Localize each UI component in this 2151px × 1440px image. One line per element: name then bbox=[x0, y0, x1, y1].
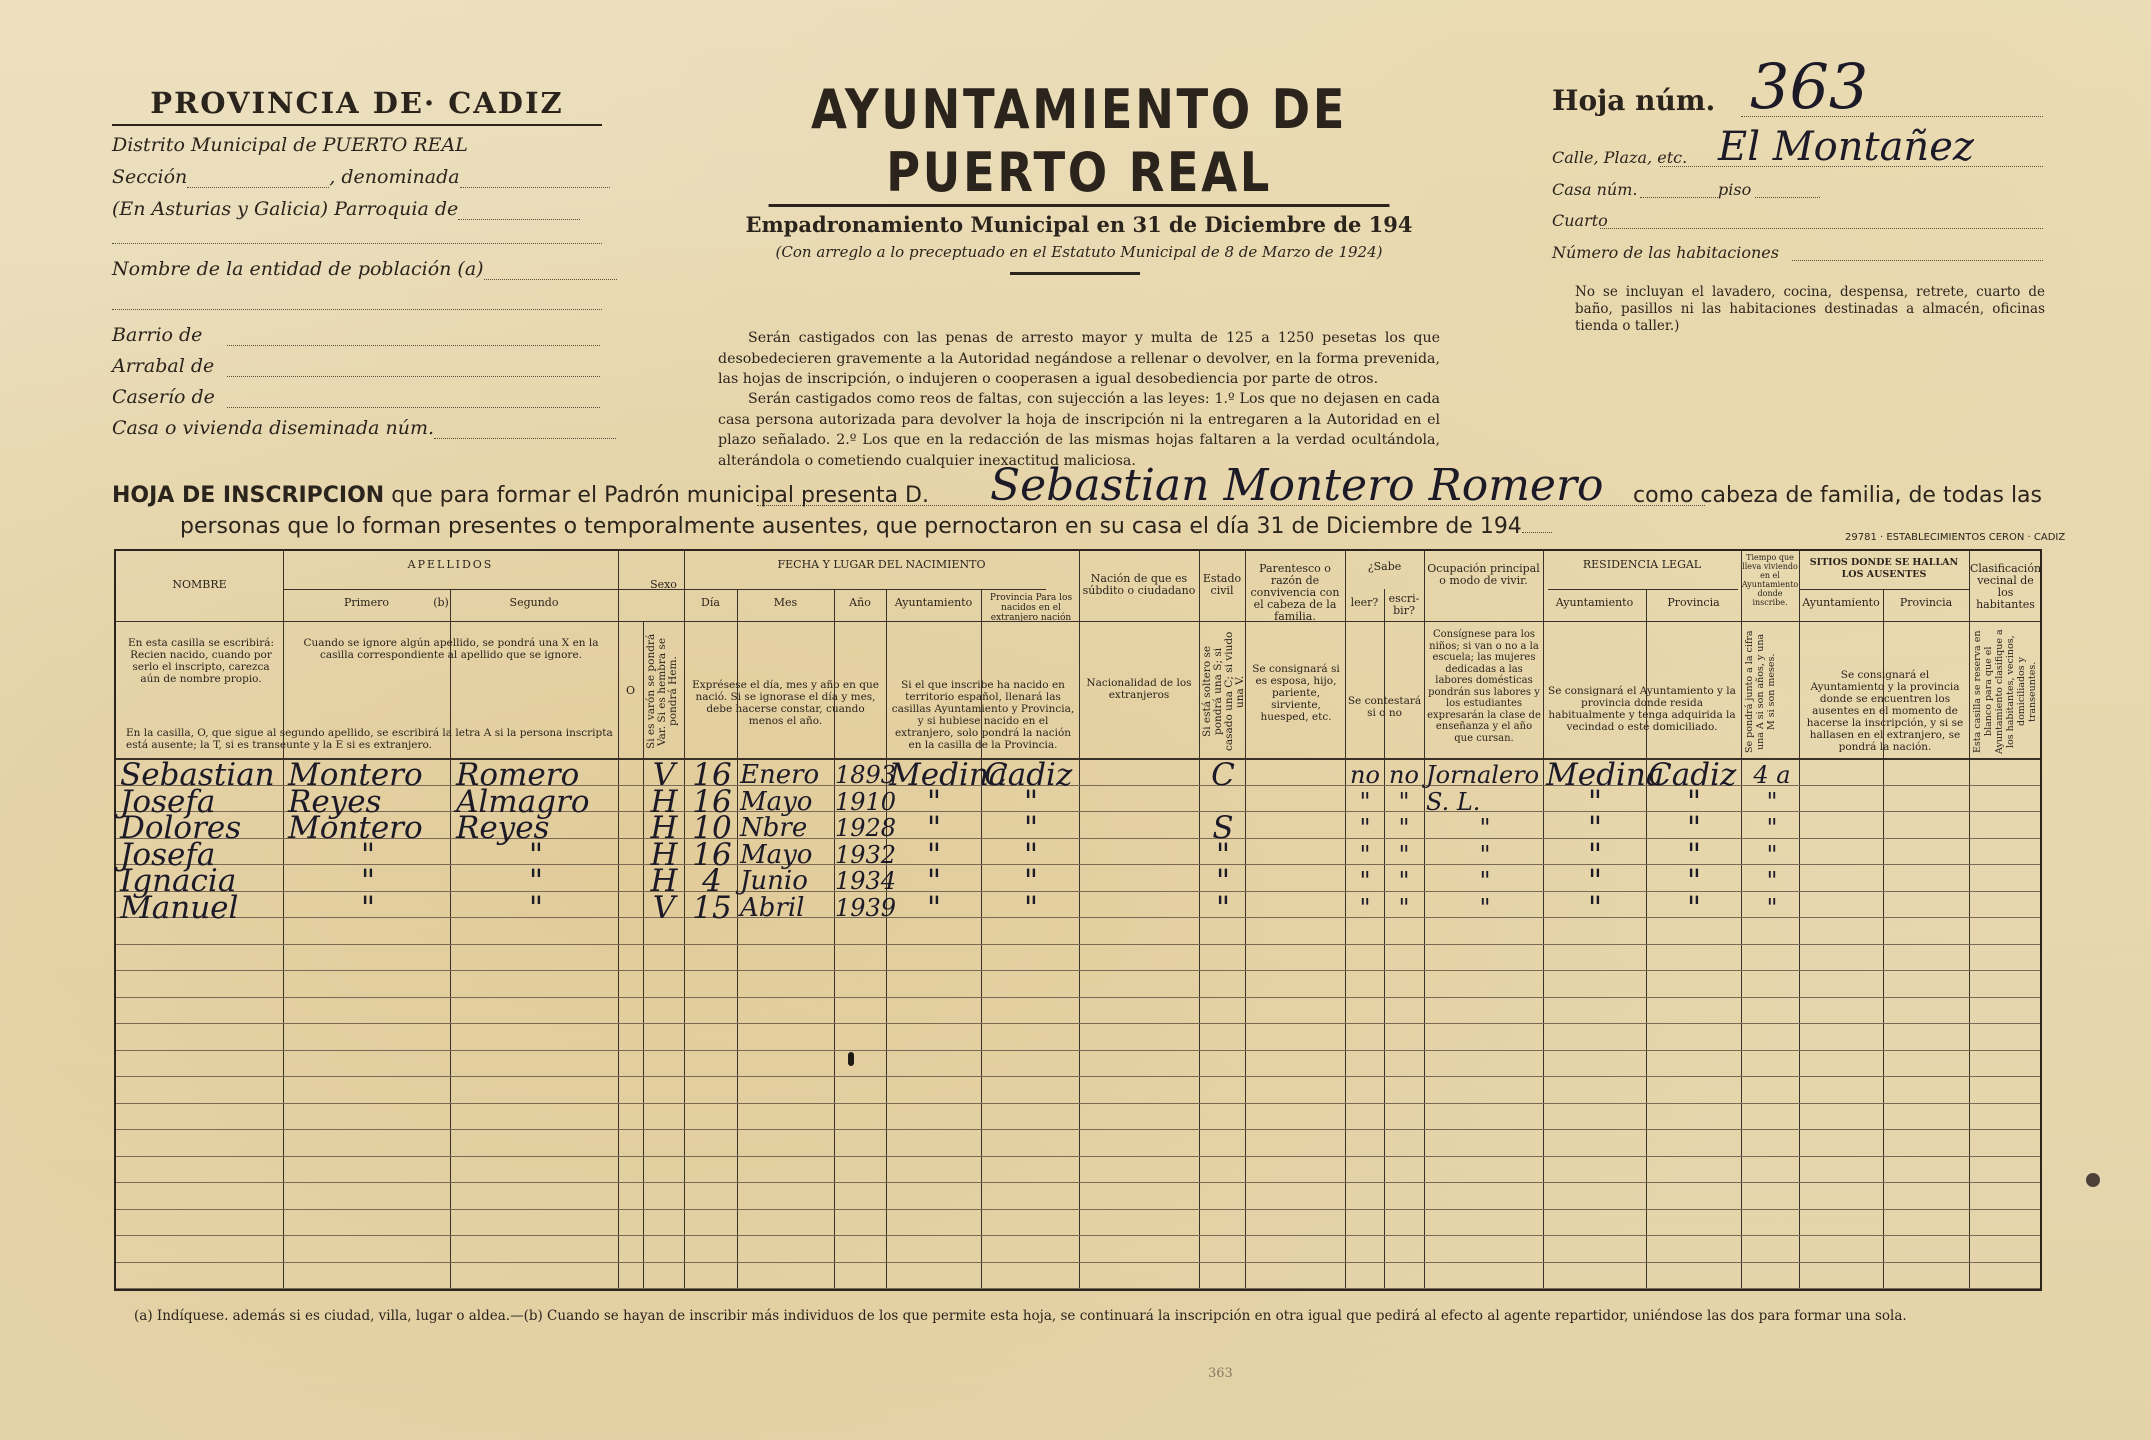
hdr-tiempo: Tiempo que lleva viviendo en el Ayuntamiento donde inscribe. bbox=[1741, 553, 1799, 607]
cell-prov: " bbox=[1023, 810, 1039, 846]
hoja-label: Hoja núm. bbox=[1552, 84, 1716, 117]
barrio-label: Barrio de bbox=[112, 324, 203, 346]
habitaciones-dots bbox=[1792, 260, 2043, 261]
cell-sexo: H bbox=[650, 836, 678, 873]
cell-res-prov: " bbox=[1686, 889, 1702, 926]
cell-mes: Junio bbox=[740, 866, 808, 896]
cell-sexo: H bbox=[650, 783, 678, 820]
inst-tiempo: Se pondrá junto a la cifra una A si son años, y una M si son meses. bbox=[1744, 630, 1777, 753]
cell-anio: 1939 bbox=[835, 893, 897, 922]
cell-sexo: H bbox=[650, 863, 678, 899]
pencil-note: 363 bbox=[1208, 1366, 1233, 1381]
cell-anio: 1893 bbox=[835, 761, 897, 789]
cell-ayto: " bbox=[926, 836, 942, 873]
cell-res-ayto: " bbox=[1587, 889, 1603, 926]
inscription-table bbox=[114, 549, 2042, 1291]
col-line bbox=[1079, 551, 1080, 1289]
penalty-paragraph-2: Serán castigados como reos de faltas, con sujección a las leyes: 1.º Los que no dejasen en cada casa persona autorizada para devolver la hoja de inscripción ni la entregaren a la Autoridad en el plazo señalado. 2.º Los que en la redacción de las mismas hojas faltaren a la verdad ocultándola, alterándola o cometiendo cualquier inexactitud maliciosa. bbox=[718, 391, 1440, 469]
cell-sexo: V bbox=[652, 757, 676, 793]
col-line bbox=[1384, 589, 1385, 1289]
cell-mes: Mayo bbox=[740, 839, 813, 870]
hdr-provincia-ext: Provincia Para los nacidos en el extranjero nación bbox=[989, 593, 1073, 623]
col-line bbox=[618, 551, 619, 1289]
printer-code: 29781 · ESTABLECIMIENTOS CERON · CADIZ bbox=[1845, 532, 2066, 543]
cell-ocupacion: Jornalero bbox=[1426, 761, 1540, 789]
habitaciones-label: Número de las habitaciones bbox=[1552, 243, 1779, 262]
cell-ocupacion: " bbox=[1479, 840, 1491, 869]
row-rule bbox=[116, 1262, 2040, 1263]
col-line bbox=[1424, 551, 1425, 1289]
arrabal-label: Arrabal de bbox=[112, 355, 215, 377]
cell-ayto: " bbox=[926, 810, 942, 846]
cell-ayto: Medina bbox=[889, 757, 1008, 793]
inst-clasificacion: Esta casilla se reserva en blanco para que el Ayuntamiento clasifique a los habitantes, vecinos, domiciliados y transeuntes. bbox=[1972, 629, 2038, 754]
cell-ayto: " bbox=[926, 889, 942, 926]
habitaciones-note: No se incluyan el lavadero, cocina, despensa, retrete, cuarto de baño, pasillos ni las habitaciones destinadas a almacén, oficinas tienda o taller.) bbox=[1575, 284, 2045, 334]
cell-segundo: " bbox=[528, 863, 544, 899]
cell-mes: Abril bbox=[740, 892, 805, 923]
cell-nombre: Josefa bbox=[120, 783, 216, 820]
cell-ocupacion: " bbox=[1479, 814, 1491, 842]
cell-prov: " bbox=[1023, 863, 1039, 899]
cuarto-dots bbox=[1600, 228, 2043, 229]
cell-dia: 16 bbox=[692, 783, 732, 820]
fecha-subrule bbox=[536, 589, 1046, 590]
cell-estado: C bbox=[1211, 757, 1235, 793]
row-rule bbox=[116, 1182, 2040, 1183]
casa-line bbox=[112, 417, 616, 439]
inscripcion-text-1: que para formar el Padrón municipal presenta D. bbox=[391, 483, 929, 508]
cell-primero: Reyes bbox=[288, 783, 382, 820]
cell-primero: " bbox=[360, 836, 376, 873]
row-rule bbox=[116, 1129, 2040, 1130]
col-line bbox=[643, 621, 644, 1289]
cell-prov: Cadiz bbox=[984, 757, 1073, 793]
hdr-primero: Primero bbox=[344, 596, 389, 609]
cell-sexo: H bbox=[650, 810, 678, 846]
col-line bbox=[1799, 551, 1800, 1289]
inscripcion-line-2 bbox=[180, 514, 2040, 539]
inscripcion-lead: HOJA DE INSCRIPCION bbox=[112, 483, 385, 508]
hdr-res-prov: Provincia bbox=[1667, 596, 1720, 609]
cell-leer: " bbox=[1359, 840, 1371, 869]
col-line bbox=[1345, 551, 1346, 1289]
col-line bbox=[684, 551, 685, 1289]
estatuto-note: (Con arreglo a lo preceptuado en el Estatuto Municipal de 8 de Marzo de 1924) bbox=[775, 243, 1383, 261]
col-line bbox=[886, 589, 887, 1289]
cell-sexo: V bbox=[652, 889, 676, 926]
cell-tiempo: " bbox=[1766, 840, 1778, 869]
row-rule bbox=[116, 1050, 2040, 1051]
cell-dia: 4 bbox=[702, 863, 722, 899]
cell-res-ayto: Medina bbox=[1546, 757, 1665, 793]
hoja-num-line bbox=[1552, 84, 1715, 117]
entidad-dots-2 bbox=[112, 308, 602, 310]
cell-segundo: " bbox=[528, 889, 544, 926]
cell-estado: " bbox=[1215, 889, 1231, 926]
entidad-line bbox=[112, 258, 617, 280]
col-line bbox=[1245, 551, 1246, 1289]
cell-res-ayto: " bbox=[1587, 810, 1603, 846]
inst-fecha: Exprésese el día, mes y año en que nació. Si se ignorase el día y mes, debe hacerse constar, cuando menos el año. bbox=[692, 679, 879, 727]
hdr-nombre: NOMBRE bbox=[172, 578, 227, 591]
entidad-label: Nombre de la entidad de población (a) bbox=[112, 258, 484, 280]
inst-ocupacion: Consígnese para los niños; si van o no a la escuela; las mujeres dedicadas a las labores domésticas pondrán sus labores y los estudiantes expresarán la clase de enseñanza y el año que cursan. bbox=[1427, 629, 1541, 744]
row-rule bbox=[116, 970, 2040, 971]
province-title: PROVINCIA DE· CADIZ bbox=[112, 86, 602, 126]
hdr-sitios: SITIOS DONDE SE HALLAN LOS AUSENTES bbox=[1809, 557, 1959, 580]
seccion-line bbox=[112, 166, 610, 188]
inst-lugar: Si el que inscribe ha nacido en territorio español, llenará las casillas Ayuntamiento y Provincia, y si hubiese nacido en el extranjero, solo pondrá la nación en la casilla de la Provincia. bbox=[891, 679, 1075, 751]
cell-anio: 1910 bbox=[835, 787, 897, 816]
distrito-line bbox=[112, 134, 468, 156]
row-rule bbox=[116, 1235, 2040, 1236]
seccion-label: Sección bbox=[112, 166, 188, 188]
hdr-res-ayto: Ayuntamiento bbox=[1555, 596, 1634, 609]
cell-escribir: no bbox=[1389, 761, 1419, 789]
cell-leer: " bbox=[1359, 787, 1371, 816]
row-rule bbox=[116, 997, 2040, 998]
inst-sexo: Si es varón se pondrá Var. Si es hembra se pondrá Hem. bbox=[645, 633, 679, 750]
hdr-mes: Mes bbox=[773, 596, 798, 609]
calle-label: Calle, Plaza, etc. bbox=[1552, 148, 1688, 167]
cell-nombre: Manuel bbox=[120, 889, 239, 926]
cell-tiempo: " bbox=[1766, 814, 1778, 842]
cell-res-ayto: " bbox=[1587, 836, 1603, 873]
col-line bbox=[1969, 551, 1970, 1289]
cell-tiempo: " bbox=[1766, 867, 1778, 895]
denominada-label: , denominada bbox=[329, 166, 460, 188]
cell-res-ayto: " bbox=[1587, 863, 1603, 899]
casa-num-dots bbox=[1640, 197, 1718, 198]
col-line bbox=[283, 551, 284, 1289]
hdr-estado: Estado civil bbox=[1202, 572, 1242, 597]
row-rule bbox=[116, 1076, 2040, 1077]
row-rule bbox=[116, 1288, 2040, 1289]
row-rule bbox=[116, 944, 2040, 945]
cell-res-prov: " bbox=[1686, 836, 1702, 873]
empadronamiento-heading: Empadronamiento Municipal en 31 de Diciembre de 194 bbox=[745, 212, 1413, 237]
inst-estado: Si está soltero se pondrá una S; si casado una C; si viudo una V. bbox=[1201, 631, 1246, 752]
cell-nombre: Dolores bbox=[120, 810, 242, 846]
inst-sabe: Se contestará si o no bbox=[1347, 695, 1422, 719]
inst-nacion: Nacionalidad de los extranjeros bbox=[1086, 677, 1192, 701]
hdr-leer: leer? bbox=[1350, 596, 1379, 609]
cell-prov: " bbox=[1023, 836, 1039, 873]
cell-leer: " bbox=[1359, 867, 1371, 895]
hdr-ayuntamiento: Ayuntamiento bbox=[894, 596, 973, 609]
cell-ocupacion: " bbox=[1479, 893, 1491, 922]
cell-ocupacion: " bbox=[1479, 867, 1491, 895]
casa-num-label: Casa núm. bbox=[1552, 180, 1638, 199]
cell-dia: 10 bbox=[692, 810, 732, 846]
hdr-nacion: Nación de que es súbdito o ciudadano bbox=[1082, 572, 1196, 597]
calle-value: El Montañez bbox=[1718, 124, 1974, 170]
cell-segundo: " bbox=[528, 836, 544, 873]
cell-tiempo: " bbox=[1766, 893, 1778, 922]
inst-nombre: En esta casilla se escribirá: Recien nacido, cuando por serlo el inscripto, carezca aún de nombre propio. bbox=[127, 637, 275, 685]
residencia-subrule bbox=[1548, 589, 1738, 590]
inst-o: En la casilla, O, que sigue al segundo apellido, se escribirá la letra A si la persona inscripta está ausente; la T, si es transeunte y la E si es extranjero. bbox=[126, 727, 613, 751]
hdr-sit-prov: Provincia bbox=[1899, 596, 1953, 609]
footnote: (a) Indíquese. además si es ciudad, villa, lugar o aldea.—(b) Cuando se hayan de inscribir más individuos de los que permite esta hoja, se continuará la inscripción en otra igual que pedirá al efecto al agente repartidor, uniéndose las dos para formar una sola. bbox=[134, 1308, 1907, 1324]
cell-estado: " bbox=[1215, 836, 1231, 873]
hdr-fecha-lugar: FECHA Y LUGAR DEL NACIMIENTO bbox=[777, 558, 986, 571]
hoja-number: 363 bbox=[1750, 50, 1869, 123]
cell-leer: " bbox=[1359, 814, 1371, 842]
cell-res-prov: " bbox=[1686, 810, 1702, 846]
hdr-ocupacion: Ocupación principal o modo de vivir. bbox=[1427, 562, 1540, 587]
cell-estado: " bbox=[1215, 863, 1231, 899]
hdr-parentesco: Parentesco o razón de convivencia con el cabeza de la familia. bbox=[1250, 562, 1340, 623]
inscripcion-text-3: personas que lo forman presentes o temporalmente ausentes, que pernoctaron en su casa el día 31 de Diciembre de 194 bbox=[180, 514, 1522, 539]
cell-res-prov: " bbox=[1686, 783, 1702, 820]
cuarto-label: Cuarto bbox=[1552, 211, 1608, 230]
cell-primero: " bbox=[360, 863, 376, 899]
inst-apellido: Cuando se ignore algún apellido, se pondrá una X en la casilla correspondiente al apellido que se ignore. bbox=[303, 637, 599, 661]
cell-nombre: Sebastian bbox=[120, 757, 275, 793]
cell-anio: 1934 bbox=[835, 867, 897, 895]
cell-tiempo: " bbox=[1766, 787, 1778, 816]
cell-ayto: " bbox=[926, 783, 942, 820]
row-rule bbox=[116, 1023, 2040, 1024]
cell-dia: 15 bbox=[692, 889, 732, 926]
cell-ayto: " bbox=[926, 863, 942, 899]
cell-segundo: Almagro bbox=[456, 783, 590, 820]
cell-segundo: Reyes bbox=[456, 810, 550, 846]
col-line bbox=[1741, 551, 1742, 1289]
cell-mes: Nbre bbox=[740, 813, 808, 843]
cell-res-ayto: " bbox=[1587, 783, 1603, 820]
cell-segundo: Romero bbox=[456, 757, 580, 793]
hdr-b: (b) bbox=[433, 596, 449, 609]
col-line bbox=[450, 589, 451, 1289]
hdr-apellidos: APELLIDOS bbox=[407, 558, 494, 571]
cell-nombre: Josefa bbox=[120, 836, 216, 873]
row-rule bbox=[116, 1156, 2040, 1157]
ornament-rule bbox=[1010, 272, 1140, 275]
cell-escribir: " bbox=[1398, 840, 1410, 869]
cell-mes: Enero bbox=[740, 760, 820, 790]
inst-parentesco: Se consignará si es esposa, hijo, pariente, sirviente, huesped, etc. bbox=[1252, 663, 1340, 723]
cell-escribir: " bbox=[1398, 814, 1410, 842]
cell-primero: Montero bbox=[288, 810, 423, 846]
cell-res-prov: " bbox=[1686, 863, 1702, 899]
cell-leer: no bbox=[1350, 761, 1380, 789]
hdr-anio: Año bbox=[849, 596, 871, 609]
cell-escribir: " bbox=[1398, 787, 1410, 816]
cell-res-prov: Cadiz bbox=[1648, 757, 1737, 793]
cell-primero: Montero bbox=[288, 757, 423, 793]
inst-sitios: Se consignará el Ayuntamiento y la provincia donde se encuentren los ausentes en el momento de hacerse la inscripción, y si se hallasen en el extranjero, se pondrá la nación. bbox=[1806, 669, 1964, 753]
piso-label: piso bbox=[1718, 180, 1752, 199]
parroquia-line bbox=[112, 198, 580, 220]
parroquia-label: (En Asturias y Galicia) Parroquia de bbox=[112, 198, 459, 220]
row-rule bbox=[116, 1103, 2040, 1104]
cell-dia: 16 bbox=[692, 757, 732, 793]
punch-hole bbox=[2086, 1173, 2100, 1187]
cabeza-familia-name: Sebastian Montero Romero bbox=[990, 460, 1604, 511]
caserio-line bbox=[112, 386, 600, 408]
inscripcion-text-2: como cabeza de familia, de todas las bbox=[1632, 483, 2042, 508]
cell-escribir: " bbox=[1398, 893, 1410, 922]
caserio-label: Caserío de bbox=[112, 386, 215, 408]
hdr-sabe: ¿Sabe bbox=[1367, 560, 1402, 573]
hdr-dia: Día bbox=[701, 596, 720, 609]
distrito-label: Distrito Municipal de PUERTO REAL bbox=[112, 134, 468, 156]
cell-dia: 16 bbox=[692, 836, 732, 873]
barrio-line bbox=[112, 324, 600, 346]
cell-anio: 1928 bbox=[835, 814, 897, 842]
row-rule bbox=[116, 1209, 2040, 1210]
hdr-clasificacion: Clasificación vecinal de los habitantes bbox=[1969, 562, 2042, 611]
casa-label: Casa o vivienda diseminada núm. bbox=[112, 417, 435, 439]
cell-estado: S bbox=[1212, 810, 1234, 846]
hdr-escribir: escri-bir? bbox=[1388, 592, 1420, 617]
o-label: O bbox=[625, 684, 636, 697]
arrabal-line bbox=[112, 355, 600, 377]
cell-primero: " bbox=[360, 889, 376, 926]
col-line bbox=[1199, 551, 1200, 1289]
penalty-paragraph-1: Serán castigados con las penas de arresto mayor y multa de 125 a 1250 pesetas los que desobedecieren gravemente a la Autoridad negándose a rellenar o devolver, en la forma prevenida, las hojas de inscripción, o indujeren o cooperasen a igual desobediencia por parte de otros. bbox=[718, 330, 1440, 387]
parroquia-dots-2 bbox=[112, 242, 602, 244]
cell-nombre: Ignacia bbox=[120, 863, 237, 899]
hdr-segundo: Segundo bbox=[509, 596, 559, 609]
hdr-sexo: Sexo bbox=[650, 578, 677, 591]
sitios-subrule bbox=[1799, 589, 1969, 590]
ink-spot bbox=[848, 1052, 854, 1066]
cell-prov: " bbox=[1023, 889, 1039, 926]
ayuntamiento-title: AYUNTAMIENTO DE PUERTO REAL bbox=[769, 78, 1390, 207]
cell-leer: " bbox=[1359, 893, 1371, 922]
cell-ocupacion: S. L. bbox=[1426, 787, 1481, 816]
hdr-residencia: RESIDENCIA LEGAL bbox=[1582, 558, 1702, 571]
cell-anio: 1932 bbox=[835, 840, 897, 869]
cell-escribir: " bbox=[1398, 867, 1410, 895]
cell-prov: " bbox=[1023, 783, 1039, 820]
piso-dots bbox=[1755, 197, 1820, 198]
cell-tiempo: 4 a bbox=[1753, 761, 1791, 789]
hdr-sit-ayto: Ayuntamiento bbox=[1802, 596, 1880, 609]
cell-mes: Mayo bbox=[740, 786, 813, 817]
inst-residencia: Se consignará el Ayuntamiento y la provincia donde resida habitualmente y tenga adquirida la vecindad o esté domiciliado. bbox=[1548, 685, 1736, 733]
